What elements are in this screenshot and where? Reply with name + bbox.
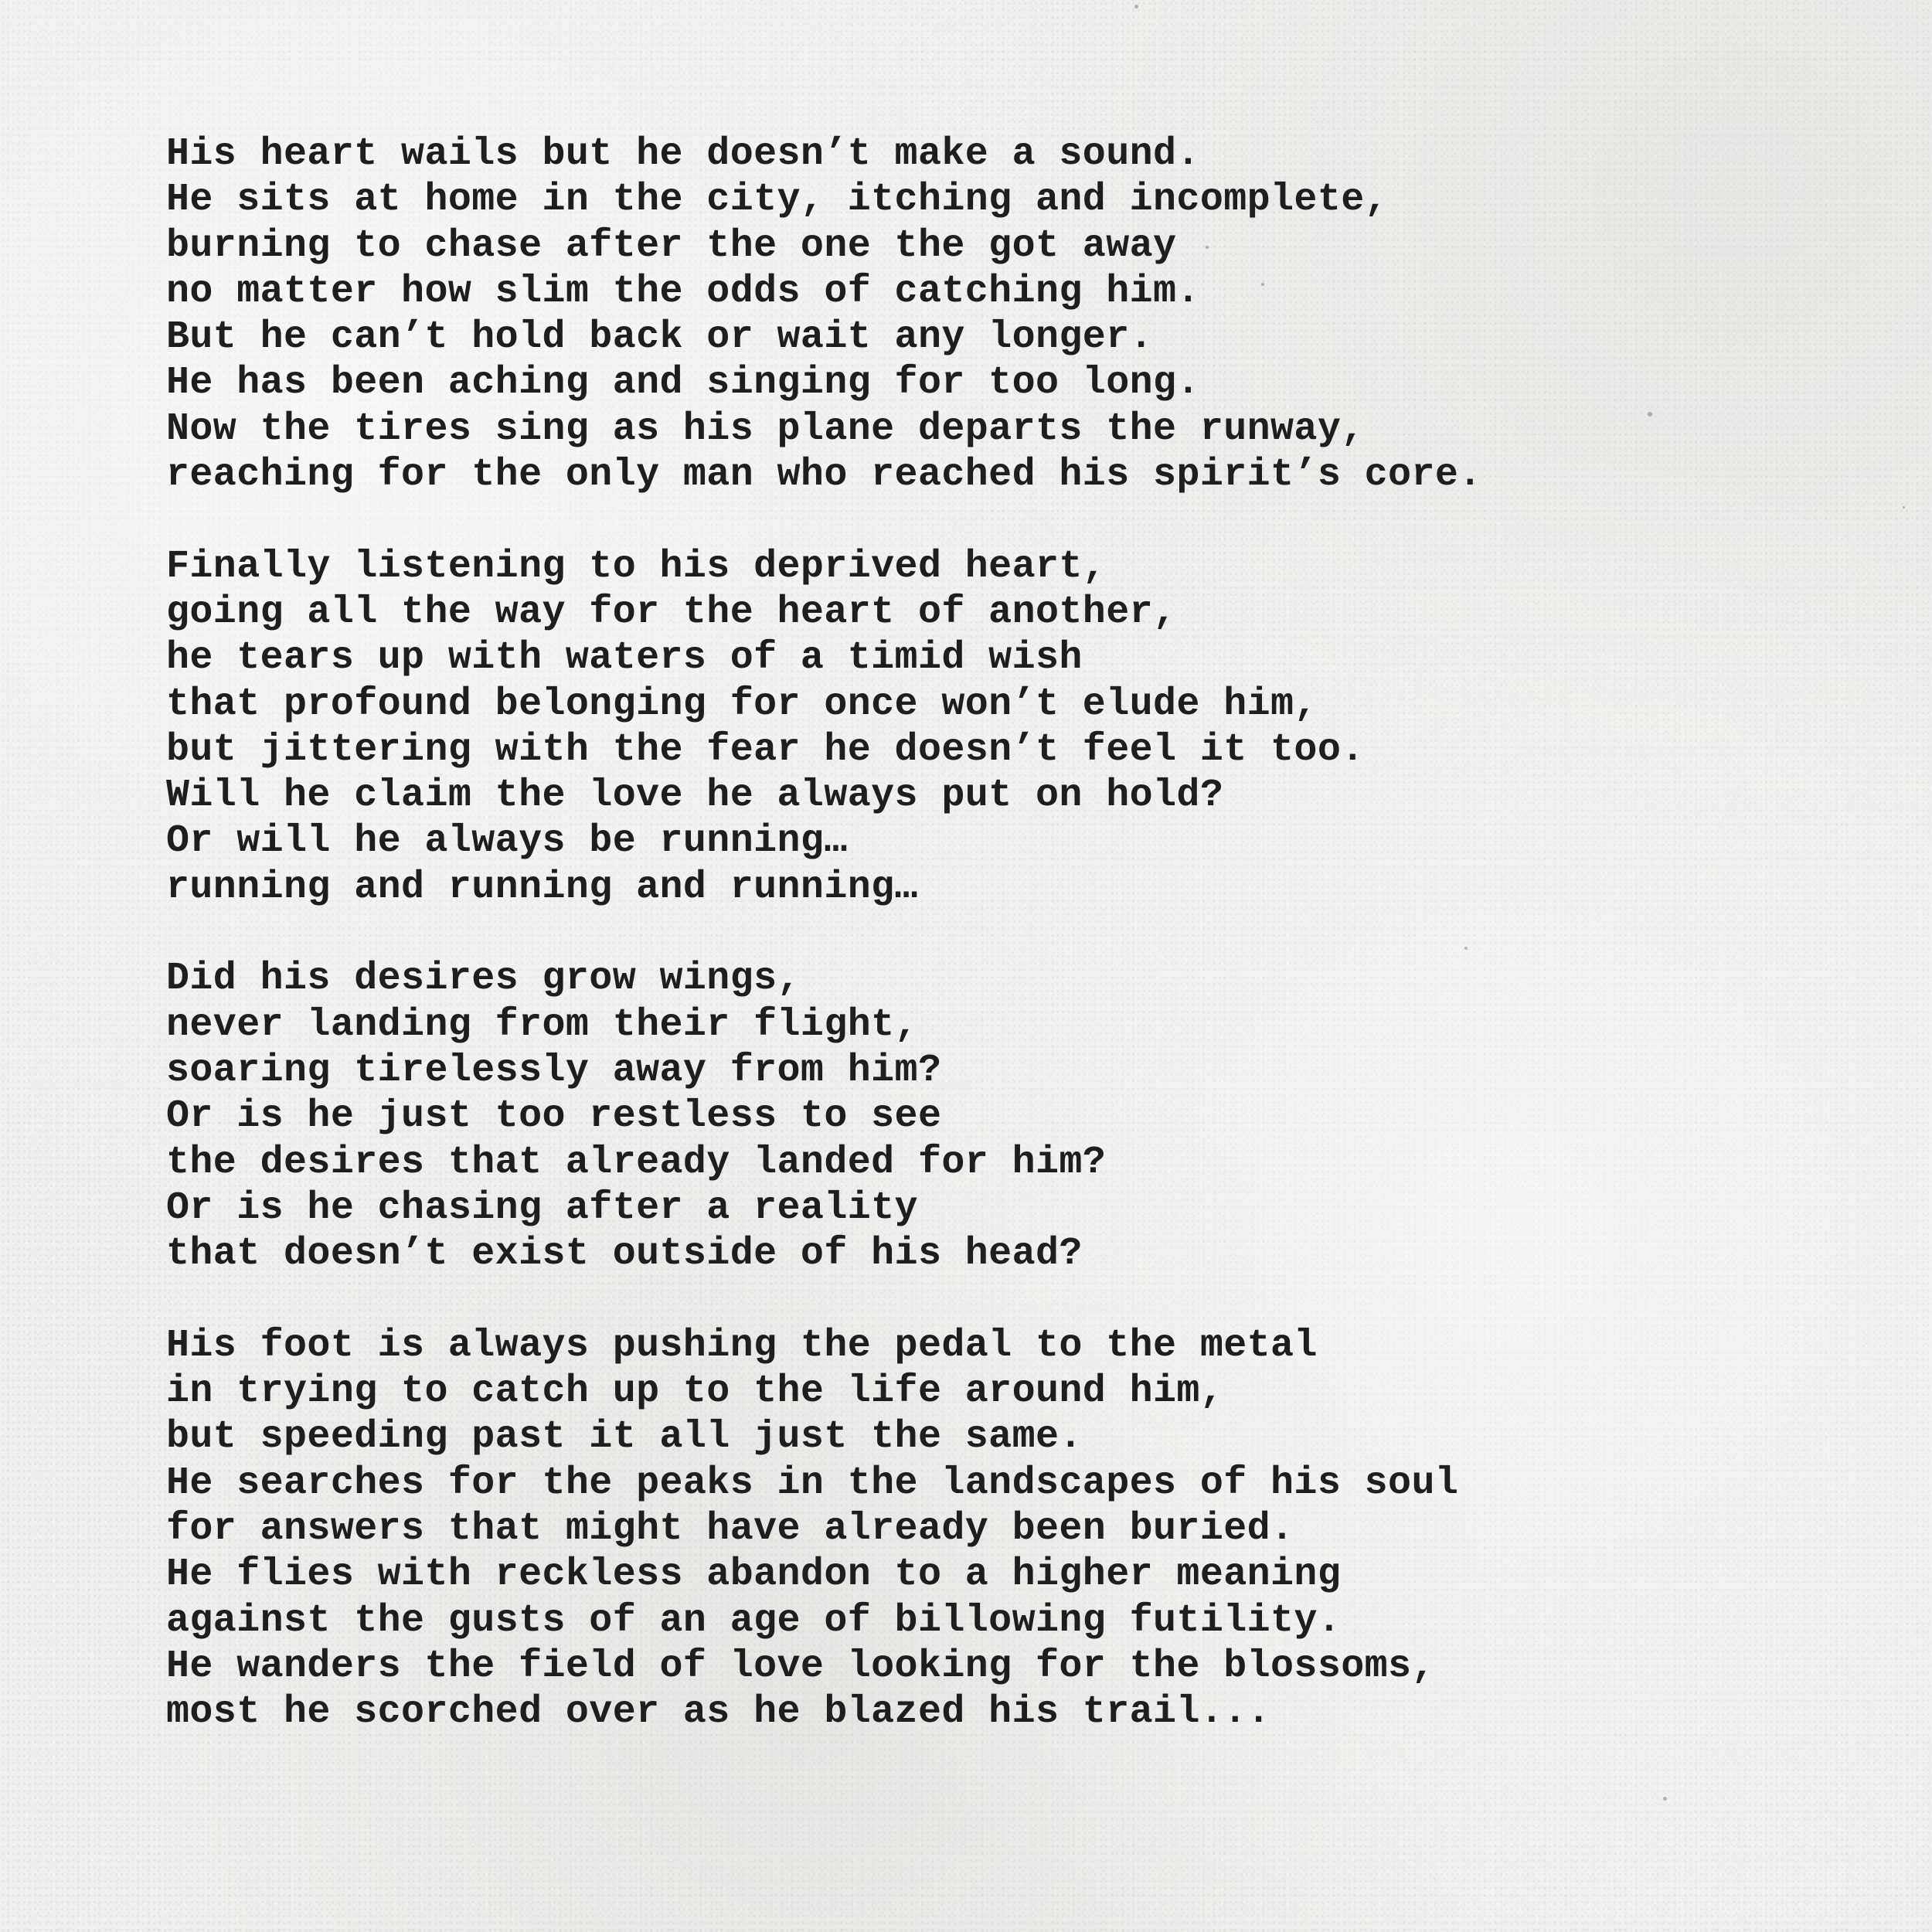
poem-line: He has been aching and singing for too long. [166, 361, 1200, 406]
poem-line: Or is he chasing after a reality [166, 1185, 918, 1230]
poem-line: for answers that might have already been buried. [166, 1506, 1294, 1551]
poem-line: never landing from their flight, [166, 1002, 918, 1047]
poem-line: Finally listening to his deprived heart, [166, 544, 1107, 589]
poem-line: but speeding past it all just the same. [166, 1415, 1083, 1460]
poem-line: Or will he always be running… [166, 819, 848, 864]
poem-line: reaching for the only man who reached his spirit’s core. [166, 453, 1482, 498]
poem-line: He searches for the peaks in the landscapes of his soul [166, 1461, 1459, 1505]
poem-line: His foot is always pushing the pedal to the metal [166, 1323, 1318, 1368]
paper-speck [1903, 506, 1905, 509]
poem-line: He flies with reckless abandon to a higher meaning [166, 1553, 1342, 1597]
poem-line: But he can’t hold back or wait any longer. [166, 315, 1154, 360]
poem-line: Did his desires grow wings, [166, 957, 801, 1002]
paper-speck [1134, 5, 1138, 9]
poem [166, 131, 1866, 1735]
poem-line: Will he claim the love he always put on hold? [166, 774, 1224, 818]
poem-line: running and running and running… [166, 865, 918, 910]
poem-line: the desires that already landed for him? [166, 1140, 1107, 1185]
poem-line: going all the way for the heart of another, [166, 590, 1177, 634]
poem-line: he tears up with waters of a timid wish [166, 636, 1083, 681]
stanza-4 [166, 1323, 1866, 1736]
poem-line: that profound belonging for once won’t elude him, [166, 682, 1318, 726]
stanza-1 [166, 131, 1866, 498]
stanza-2 [166, 544, 1866, 910]
poem-line: Now the tires sing as his plane departs the runway, [166, 406, 1365, 451]
poem-line: His heart wails but he doesn’t make a sound. [166, 132, 1200, 176]
poem-line: He wanders the field of love looking for the blossoms, [166, 1644, 1435, 1689]
poem-line: soaring tirelessly away from him? [166, 1048, 942, 1093]
poem-line: burning to chase after the one the got away [166, 223, 1177, 268]
poem-line: against the gusts of an age of billowing futility. [166, 1598, 1342, 1643]
poem-line: He sits at home in the city, itching and incomplete, [166, 178, 1389, 223]
poem-line: that doesn’t exist outside of his head? [166, 1232, 1083, 1277]
poem-line: most he scorched over as he blazed his trail... [166, 1690, 1271, 1735]
poem-line: Or is he just too restless to see [166, 1094, 942, 1139]
poem-line: but jittering with the fear he doesn’t feel it too. [166, 727, 1365, 772]
poem-line: no matter how slim the odds of catching him. [166, 269, 1200, 314]
stanza-3 [166, 956, 1866, 1277]
poem-line: in trying to catch up to the life around him, [166, 1369, 1224, 1414]
paper-speck [1663, 1797, 1667, 1801]
